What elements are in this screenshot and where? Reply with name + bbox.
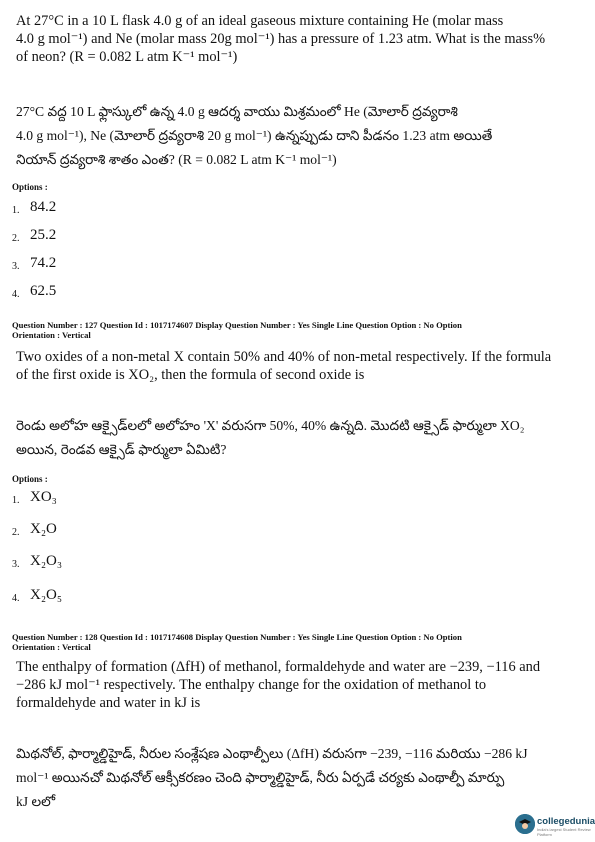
- option-number: 2.: [12, 527, 20, 538]
- option-value: 74.2: [30, 255, 57, 271]
- q128-english-line: The enthalpy of formation (ΔfH) of methanol, formaldehyde and water are −239, −116 and: [16, 659, 541, 675]
- q127-meta-line: Orientation : Vertical: [12, 330, 91, 340]
- q127-option-4[interactable]: [12, 586, 62, 604]
- q128-telugu-line: mol⁻¹ అయినచో మిథనోల్ ఆక్సీకరణం చెంది ఫార్మాల్డిహైడ్, నీరు ఏర్పడే చర్యకు ఎంథాల్పీ మార్పు: [16, 770, 505, 785]
- q127-meta-line: Question Number : 127 Question Id : 1017174607 Display Question Number : Yes Single Line Question Option : No Option: [12, 320, 462, 330]
- brand-tagline: India's largest Student Review Platform: [537, 827, 591, 837]
- q128-english-line: formaldehyde and water in kJ is: [16, 695, 201, 711]
- q126-telugu-line: నియాన్ ద్రవ్యరాశి శాతం ఎంత? (R = 0.082 L atm K⁻¹ mol⁻¹): [16, 152, 337, 167]
- option-number: 3.: [12, 559, 20, 570]
- q126-telugu-line: 27°C వద్ద 10 L ఫ్లాస్కులో ఉన్న 4.0 g ఆదర్శ వాయు మిశ్రమంలో He (మోలార్ ద్రవ్యరాశి: [16, 104, 458, 119]
- q126-option-2[interactable]: [12, 226, 56, 244]
- option-value: X₂O: [30, 521, 57, 537]
- q128-meta-line: Question Number : 128 Question Id : 1017174608 Display Question Number : Yes Single Line Question Option : No Option: [12, 632, 462, 642]
- option-value: 25.2: [30, 227, 57, 243]
- q127-telugu-line: రెండు అలోహ ఆక్సైడ్‌లలో అలోహం 'X' వరుసగా 50%, 40% ఉన్నది. మొదటి ఆక్సైడ్ ఫార్ములా XO₂: [16, 418, 525, 433]
- q128-telugu-line: మిథనోల్, ఫార్మాల్డిహైడ్, నీరుల సంశ్లేషణ ఎంథాల్పీలు (ΔfH) వరుసగా −239, −116 మరియు −286 kJ: [16, 746, 528, 761]
- option-number: 4.: [12, 289, 20, 300]
- q126-option-1[interactable]: [12, 198, 56, 216]
- q126-telugu-text: [16, 100, 579, 172]
- q127-english-line: of the first oxide is XO₂, then the formula of second oxide is: [16, 367, 365, 383]
- collegedunia-watermark: [515, 814, 595, 837]
- q126-telugu-line: 4.0 g mol⁻¹), Ne (మోలార్ ద్రవ్యరాశి 20 g mol⁻¹) ఉన్నప్పుడు దాని పీడనం 1.23 atm అయితే: [16, 128, 493, 143]
- option-value: X₂O₅: [30, 587, 63, 603]
- q126-english-text: [16, 12, 579, 66]
- q127-option-1[interactable]: [12, 488, 57, 506]
- q128-telugu-text: [16, 742, 579, 814]
- option-value: 62.5: [30, 283, 57, 299]
- option-value: XO₃: [30, 489, 57, 505]
- q127-english-line: Two oxides of a non-metal X contain 50% and 40% of non-metal respectively. If the formula: [16, 349, 552, 365]
- q127-option-2[interactable]: [12, 520, 57, 538]
- option-number: 1.: [12, 495, 20, 506]
- q127-option-3[interactable]: [12, 552, 62, 570]
- q126-option-4[interactable]: [12, 282, 56, 300]
- q126-options-label: Options :: [12, 182, 48, 192]
- q127-meta: [12, 320, 462, 340]
- option-number: 3.: [12, 261, 20, 272]
- option-number: 4.: [12, 593, 20, 604]
- q128-english-line: −286 kJ mol⁻¹ respectively. The enthalpy change for the oxidation of methanol to: [16, 677, 487, 693]
- option-value: X₂O₃: [30, 553, 63, 569]
- brand-name: collegedunia: [537, 816, 595, 827]
- q126-english-line: At 27°C in a 10 L flask 4.0 g of an ideal gaseous mixture containing He (molar mass: [16, 13, 504, 29]
- q128-telugu-line: kJ లలో: [16, 794, 56, 809]
- q127-english-text: [16, 348, 579, 384]
- q127-telugu-text: [16, 414, 579, 462]
- q127-options-label: Options :: [12, 474, 48, 484]
- q126-english-line: 4.0 g mol⁻¹) and Ne (molar mass 20g mol⁻¹) has a pressure of 1.23 atm. What is the mass%: [16, 31, 546, 47]
- graduate-avatar-icon: [515, 814, 535, 834]
- q126-option-3[interactable]: [12, 254, 56, 272]
- q128-english-text: [16, 658, 579, 712]
- q128-meta-line: Orientation : Vertical: [12, 642, 91, 652]
- option-number: 1.: [12, 205, 20, 216]
- q127-telugu-line: అయిన, రెండవ ఆక్సైడ్ ఫార్ములా ఏమిటి?: [16, 442, 227, 457]
- q126-english-line: of neon? (R = 0.082 L atm K⁻¹ mol⁻¹): [16, 49, 238, 65]
- q128-meta: [12, 632, 462, 652]
- option-value: 84.2: [30, 199, 57, 215]
- option-number: 2.: [12, 233, 20, 244]
